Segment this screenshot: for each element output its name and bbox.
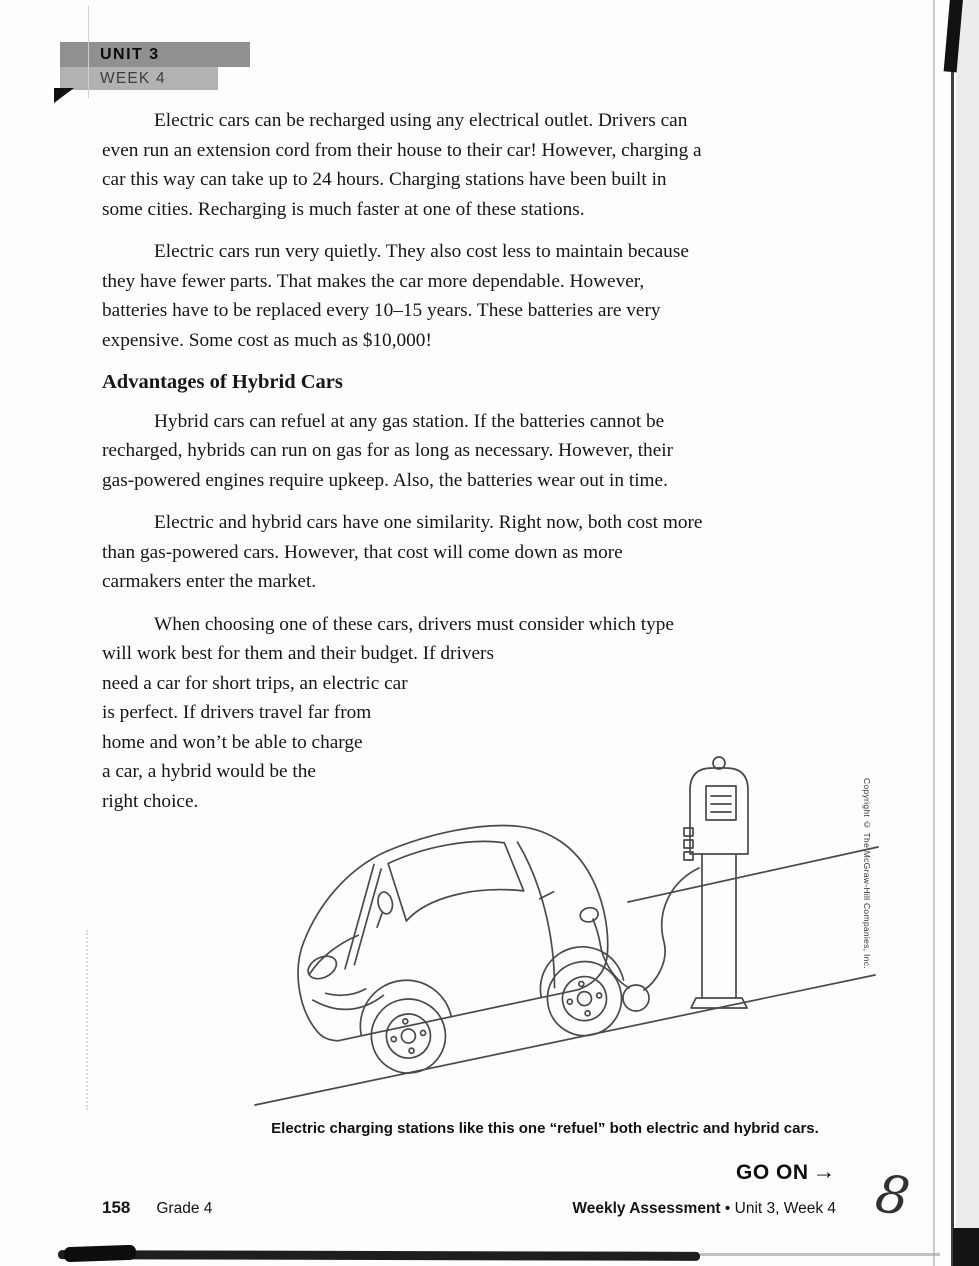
scan-edge-dark-line (951, 0, 954, 1266)
unit-label: UNIT 3 (60, 42, 250, 67)
paragraph-3: Hybrid cars can refuel at any gas station. If the batteries cannot be recharged, hybrids can run on gas for as long as necessary. However, their gas-powered engines require upkeep. Also, the batteries wear out in time. (102, 410, 674, 491)
scan-edge-pale (956, 0, 979, 1266)
wrapped-line: home and won’t be able to charge (102, 731, 363, 753)
illustration-svg (250, 750, 880, 1115)
car-charging-illustration (250, 750, 880, 1115)
wrapped-line: a car, a hybrid would be the (102, 761, 316, 782)
paragraph-5-intro: When choosing one of these cars, drivers must consider which type will work best for them and their budget. If drivers (102, 613, 674, 664)
assessment-unit-week: Unit 3, Week 4 (734, 1200, 836, 1217)
wrapped-line: is perfect. If drivers travel far from (102, 702, 372, 723)
footer-separator: • (720, 1200, 735, 1217)
go-on-text: GO ON (735, 1161, 809, 1184)
scan-bottom-blob (64, 1245, 136, 1263)
illustration-caption: Electric charging stations like this one “refuel” both electric and hybrid cars. (271, 1120, 819, 1137)
car-drawing (274, 803, 634, 1093)
week-label: WEEK 4 (60, 67, 218, 90)
copyright-sidebar: Copyright © The McGraw-Hill Companies, Inc. (862, 778, 872, 969)
scan-crease-top-left (88, 6, 89, 98)
footer-left (102, 1198, 212, 1218)
paragraph-1: Electric cars can be recharged using any electrical outlet. Drivers can even run an extension cord from their house to their car! However, charging a car this way can take up to 24 hours. Charging stations have been built in some cities. Recharging is much faster at one of these stations. (102, 110, 702, 220)
go-on-arrow-icon: → (812, 1158, 836, 1184)
page-number: 158 (102, 1198, 131, 1217)
paragraph-2: Electric cars run very quietly. They also cost less to maintain because they have fewer parts. That makes the car more dependable. However, batteries have to be replaced every 10–15 years. These batteries are very expensive. Some cost as much as $10,000! (102, 241, 689, 351)
scan-bottom-band (58, 1250, 700, 1261)
footer-right (572, 1200, 836, 1218)
wrapped-line: need a car for short trips, an electric car (102, 672, 408, 694)
page-edge-line (933, 0, 935, 1266)
ground-lines (255, 847, 878, 1105)
scan-crease-dotted (86, 930, 88, 1110)
reading-passage (102, 106, 704, 816)
badge-corner-triangle (54, 88, 74, 103)
assessment-title: Weekly Assessment (572, 1200, 721, 1217)
wrapped-line: right choice. (102, 790, 199, 812)
grade-label: Grade 4 (156, 1200, 213, 1217)
scan-bottom-faint-line (700, 1253, 940, 1256)
section-heading: Advantages of Hybrid Cars (102, 371, 343, 393)
handwritten-mark: 8 (871, 1163, 914, 1229)
paragraph-4: Electric and hybrid cars have one similarity. Right now, both cost more than gas-powered cars. However, that cost will come down as more carmakers enter the market. (102, 512, 703, 592)
scan-bottom-right-mark (953, 1228, 979, 1266)
go-on-label (736, 1158, 836, 1185)
